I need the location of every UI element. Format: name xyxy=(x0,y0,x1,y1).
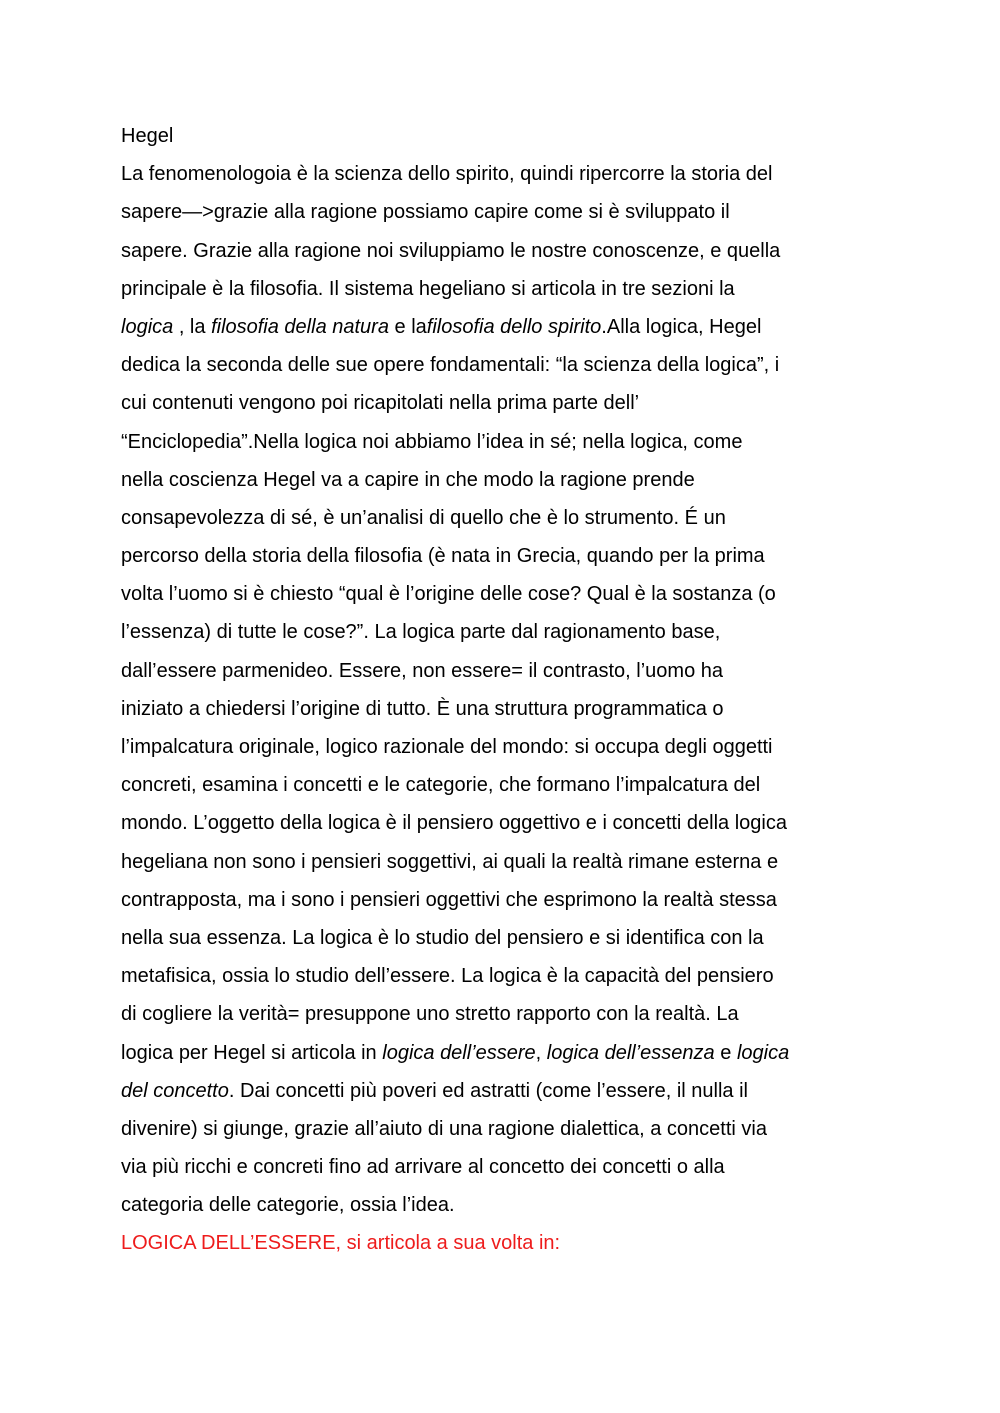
text-line xyxy=(121,804,911,842)
text-line xyxy=(121,537,911,575)
text-line xyxy=(121,613,911,651)
text-line xyxy=(121,995,911,1033)
text-segment: mondo. L’oggetto della logica è il pensiero oggettivo e i concetti della logica xyxy=(121,812,787,835)
text-line xyxy=(121,461,911,499)
text-segment: di cogliere la verità= presuppone uno stretto rapporto con la realtà. La xyxy=(121,1003,739,1026)
italic-text: logica xyxy=(736,1041,790,1064)
italic-text: logica dell’essenza xyxy=(546,1041,715,1064)
text-line xyxy=(121,499,911,537)
section-heading-red: LOGICA DELL’ESSERE, si articola a sua volta in: xyxy=(121,1232,561,1255)
text-line xyxy=(121,690,911,728)
text-segment: l’impalcatura originale, logico razionale del mondo: si occupa degli oggetti xyxy=(121,736,773,758)
text-line xyxy=(121,957,911,995)
text-segment: nella sua essenza. La logica è lo studio del pensiero e si identifica con la xyxy=(121,926,764,949)
text-segment: e la xyxy=(388,315,427,338)
document-body xyxy=(121,117,911,1263)
text-segment: nella coscienza Hegel va a capire in che modo la ragione prende xyxy=(121,468,695,491)
text-line xyxy=(121,155,911,193)
text-segment: hegeliana non sono i pensieri soggettivi, ai quali la realtà rimane esterna e xyxy=(121,850,779,873)
text-line xyxy=(121,346,911,384)
text-segment: principale è la filosofia. Il sistema hegeliano si articola in tre sezioni la xyxy=(121,277,735,300)
text-segment: consapevolezza di sé, è un’analisi di quello che è lo strumento. É un xyxy=(121,506,726,529)
text-segment: via più ricchi e concreti fino ad arrivare al concetto dei concetti o alla xyxy=(121,1156,725,1179)
text-line xyxy=(121,1186,911,1224)
text-segment: , la xyxy=(173,315,212,338)
document-title: Hegel xyxy=(121,125,174,147)
text-segment: La fenomenologoia è la scienza dello spirito, quindi ripercorre la storia del xyxy=(121,163,773,186)
text-line xyxy=(121,575,911,613)
text-line xyxy=(121,308,911,346)
italic-text: logica xyxy=(121,315,174,338)
text-line xyxy=(121,1034,911,1072)
text-segment: dedica la seconda delle sue opere fondamentali: “la scienza della logica”, i xyxy=(121,354,780,377)
text-segment: cui contenuti vengono poi ricapitolati nella prima parte dell’ xyxy=(121,392,640,415)
text-segment: logica per Hegel si articola in xyxy=(121,1041,383,1064)
italic-text: del concetto xyxy=(121,1079,229,1102)
text-line xyxy=(121,843,911,881)
text-line xyxy=(121,728,911,766)
italic-text: logica dell’essere xyxy=(382,1041,536,1064)
italic-text: filosofia della natura xyxy=(211,315,389,338)
text-line xyxy=(121,270,911,308)
text-segment: e xyxy=(714,1041,737,1064)
text-segment: sapere. Grazie alla ragione noi sviluppiamo le nostre conoscenze, e quella xyxy=(121,239,781,262)
text-line xyxy=(121,423,911,461)
text-line xyxy=(121,1110,911,1148)
text-segment: contrapposta, ma i sono i pensieri oggettivi che esprimono la realtà stessa xyxy=(121,888,777,911)
text-line xyxy=(121,652,911,690)
text-segment: sapere—>grazie alla ragione possiamo capire come si è sviluppato il xyxy=(121,201,730,224)
text-segment: concreti, esamina i concetti e le categorie, che formano l’impalcatura del xyxy=(121,774,761,797)
text-segment: . Dai concetti più poveri ed astratti (come l’essere, il nulla il xyxy=(228,1079,748,1102)
text-line xyxy=(121,919,911,957)
text-line xyxy=(121,193,911,231)
paragraph xyxy=(121,155,911,1224)
text-line xyxy=(121,1148,911,1186)
text-segment: , xyxy=(535,1041,547,1064)
text-segment: iniziato a chiedersi l’origine di tutto. È una struttura programmatica o xyxy=(121,697,724,720)
text-line xyxy=(121,384,911,422)
text-segment: categoria delle categorie, ossia l’idea. xyxy=(121,1194,455,1217)
text-segment: l’essenza) di tutte le cose?”. La logica parte dal ragionamento base, xyxy=(121,621,721,644)
text-segment: “Enciclopedia”.Nella logica noi abbiamo l’idea in sé; nella logica, come xyxy=(121,430,743,453)
text-segment: metafisica, ossia lo studio dell’essere. La logica è la capacità del pensiero xyxy=(121,965,774,988)
text-line xyxy=(121,232,911,270)
text-segment: divenire) si giunge, grazie all’aiuto di una ragione dialettica, a concetti via xyxy=(121,1117,767,1140)
text-line xyxy=(121,881,911,919)
italic-text: filosofia dello spirito xyxy=(426,315,602,338)
text-segment: .Alla logica, Hegel xyxy=(601,315,762,338)
text-line xyxy=(121,766,911,804)
text-segment: dall’essere parmenideo. Essere, non essere= il contrasto, l’uomo ha xyxy=(121,659,723,682)
text-segment: volta l’uomo si è chiesto “qual è l’origine delle cose? Qual è la sostanza (o xyxy=(121,583,776,606)
text-line xyxy=(121,1072,911,1110)
text-segment: percorso della storia della filosofia (è nata in Grecia, quando per la prima xyxy=(121,545,765,568)
